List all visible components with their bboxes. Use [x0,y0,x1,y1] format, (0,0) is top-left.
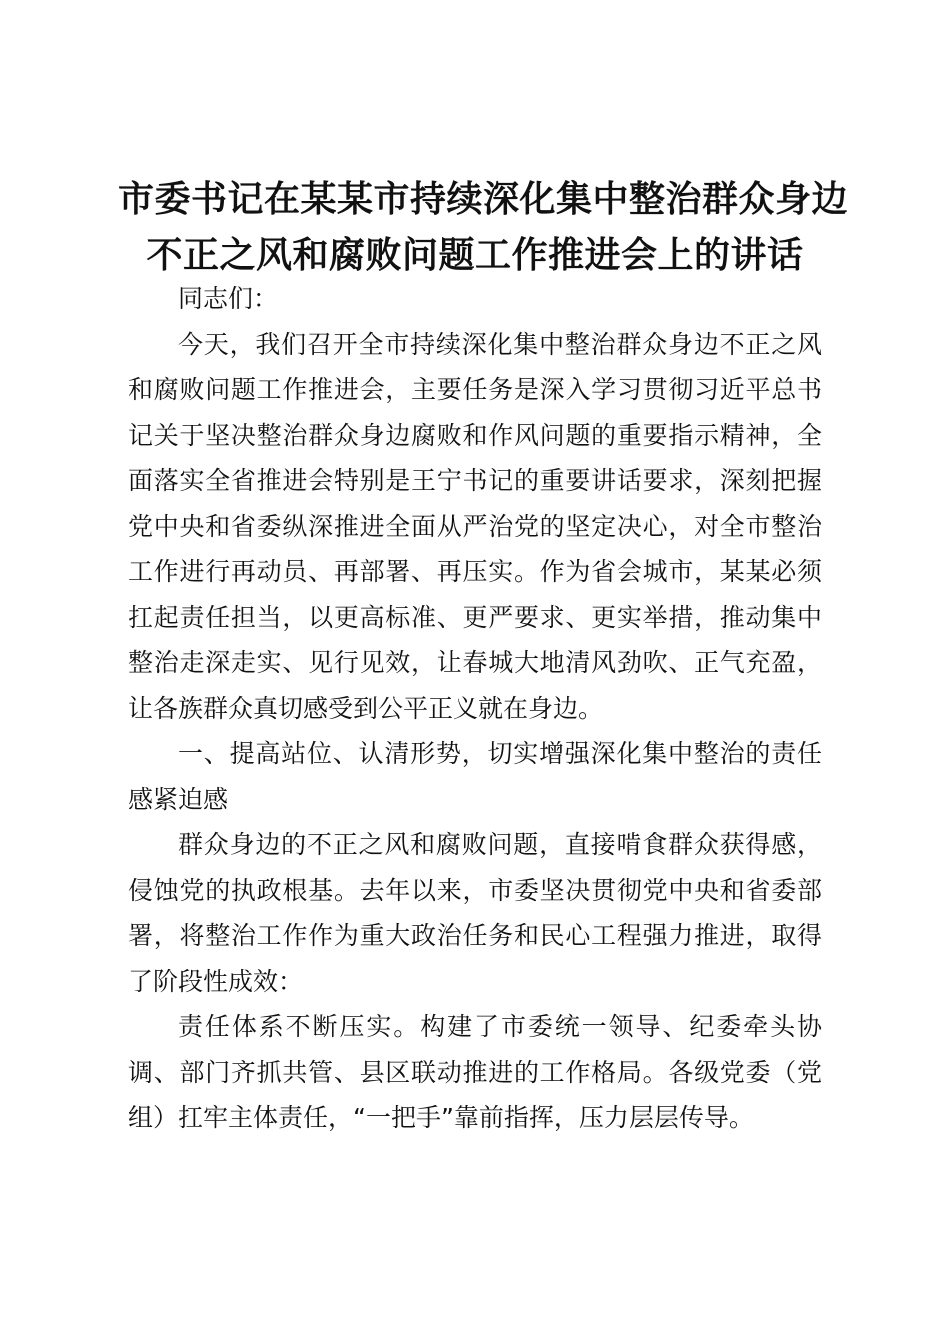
document-title [118,172,849,284]
section-heading-1: 一、提高站位、认清形势，切实增强深化集中整治的责任感紧迫感 [128,739,822,814]
title-line-2: 不正之风和腐败问题工作推进会上的讲话 [146,235,804,276]
paragraph-responsibility: 责任体系不断压实。构建了市委统一领导、纪委牵头协调、部门齐抓共管、县区联动推进的工作格局。各级党委（党组）扛牢主体责任，“一把手”靠前指挥，压力层层传导。 [128,1012,822,1132]
document-body [128,276,822,1141]
title-line-1: 市委书记在某某市持续深化集中整治群众身边 [118,179,849,220]
salutation: 同志们： [178,284,279,313]
paragraph-situation: 群众身边的不正之风和腐败问题，直接啃食群众获得感，侵蚀党的执政根基。去年以来，市委坚决贯彻党中央和省委部署，将整治工作作为重大政治任务和民心工程强力推进，取得了阶段性成效： [128,830,822,996]
paragraph-intro: 今天，我们召开全市持续深化集中整治群众身边不正之风和腐败问题工作推进会，主要任务是深入学习贯彻习近平总书记关于坚决整治群众身边腐败和作风问题的重要指示精神，全面落实全省推进会特别是王宁书记的重要讲话要求，深刻把握党中央和省委纵深推进全面从严治党的坚定决心，对全市整治工作进行再动员、再部署、再压实。作为省会城市，某某必须扛起责任担当，以更高标准、更严要求、更实举措，推动集中整治走深走实、见行见效，让春城大地清风劲吹、正气充盈，让各族群众真切感受到公平正义就在身边。 [128,329,822,723]
